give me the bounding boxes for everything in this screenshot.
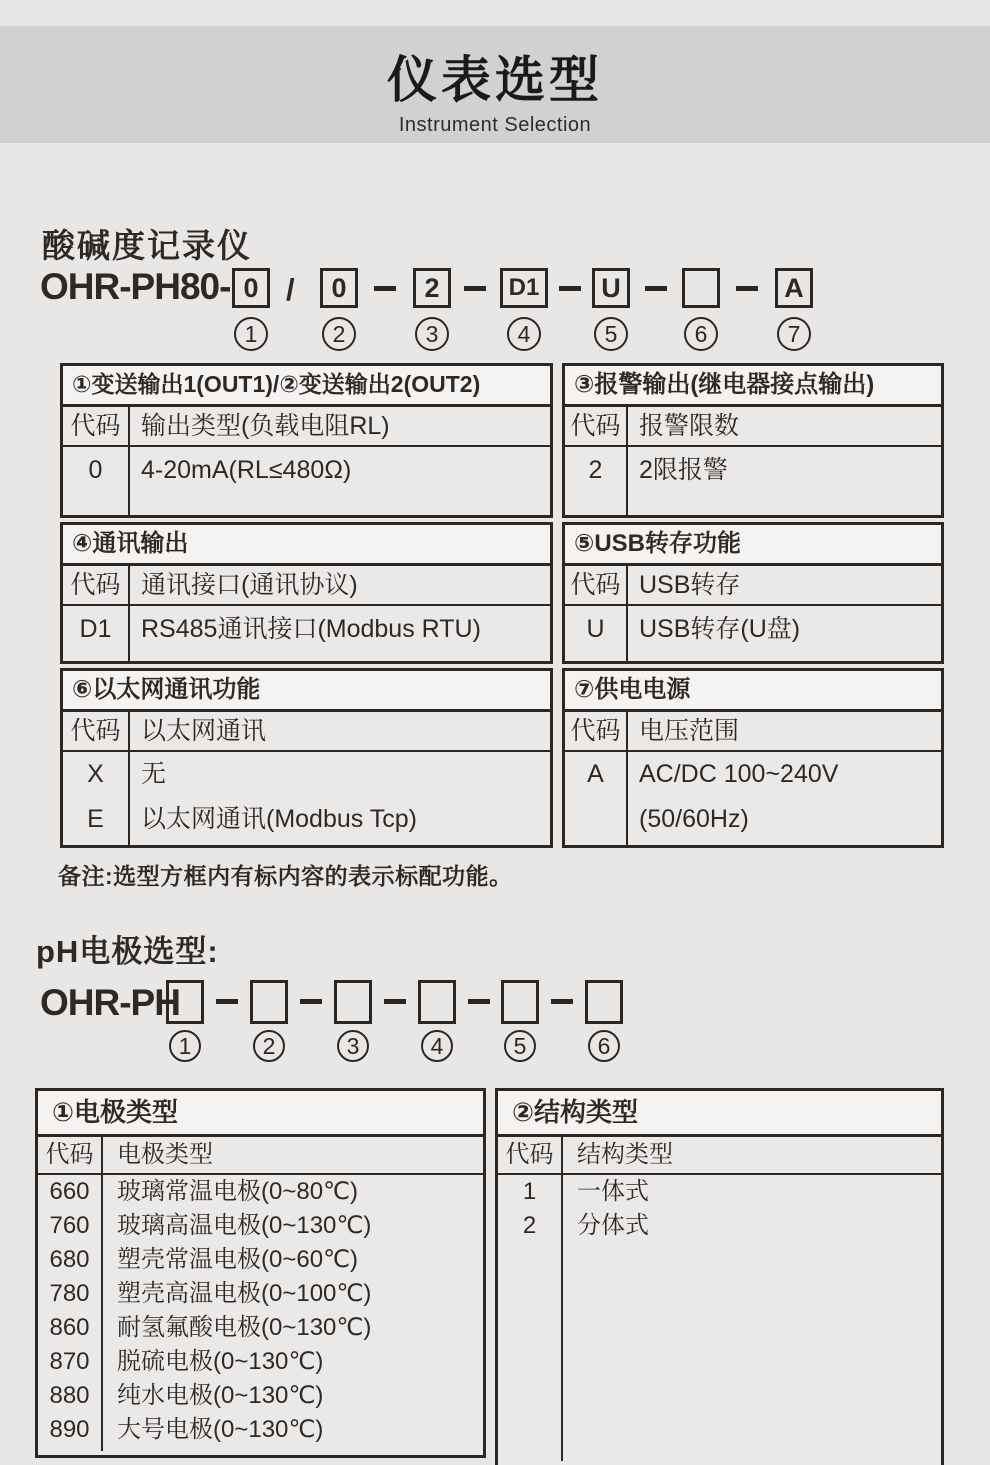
position-number-5: 5 bbox=[594, 317, 628, 351]
code-cell: U bbox=[586, 615, 605, 643]
separator-dash bbox=[216, 999, 238, 1004]
code-cell: 660 bbox=[49, 1178, 90, 1205]
section-title: ①电极类型 bbox=[38, 1091, 483, 1137]
code-cell: 780 bbox=[49, 1280, 90, 1307]
section-title: ③报警输出(继电器接点输出) bbox=[565, 366, 941, 407]
desc-header-cell: 以太网通讯 bbox=[141, 717, 267, 745]
section-title: ④通讯输出 bbox=[63, 525, 550, 566]
section-ethernet-table bbox=[60, 668, 553, 848]
section-title: ⑦供电电源 bbox=[565, 671, 941, 712]
desc-header-cell: 电压范围 bbox=[639, 717, 740, 745]
title-band bbox=[0, 26, 990, 143]
code-cell: E bbox=[87, 805, 104, 833]
desc-cell: 耐氢氟酸电极(0~130℃) bbox=[117, 1314, 372, 1341]
desc-header-cell: 报警限数 bbox=[639, 412, 740, 440]
structure-type-table bbox=[495, 1088, 944, 1465]
code-header-cell: 代码 bbox=[565, 566, 628, 604]
model-box-2: 0 bbox=[320, 268, 358, 308]
separator-dash bbox=[551, 999, 573, 1004]
recorder-model-prefix: OHR-PH80- bbox=[40, 266, 231, 307]
desc-cell: 塑壳常温电极(0~60℃) bbox=[117, 1246, 358, 1273]
position-number-2: 2 bbox=[322, 317, 356, 351]
code-cell: 890 bbox=[49, 1416, 90, 1443]
code-cell: 680 bbox=[49, 1246, 90, 1273]
separator-dash bbox=[374, 286, 396, 291]
code-header-cell: 代码 bbox=[63, 712, 130, 750]
electrode-position-number-6: 6 bbox=[588, 1030, 620, 1062]
desc-cell: 大号电极(0~130℃) bbox=[117, 1416, 324, 1443]
desc-cell: 分体式 bbox=[577, 1212, 649, 1239]
section-communication-table bbox=[60, 522, 553, 664]
code-cell: 860 bbox=[49, 1314, 90, 1341]
desc-cell: 脱硫电极(0~130℃) bbox=[117, 1348, 324, 1375]
section-alarm-output-table bbox=[562, 363, 944, 518]
model-box-7: A bbox=[775, 268, 813, 308]
desc-cell: 玻璃常温电极(0~80℃) bbox=[117, 1178, 358, 1205]
desc-header-cell: 通讯接口(通讯协议) bbox=[141, 571, 358, 599]
section-title: ⑤USB转存功能 bbox=[565, 525, 941, 566]
code-header-cell: 代码 bbox=[498, 1137, 563, 1173]
model-box-5: U bbox=[592, 268, 630, 308]
code-cell: D1 bbox=[79, 615, 112, 643]
electrode-box-6 bbox=[585, 980, 623, 1024]
separator-dash bbox=[384, 999, 406, 1004]
desc-header-cell: 输出类型(负载电阻RL) bbox=[141, 412, 390, 440]
desc-cell: 以太网通讯(Modbus Tcp) bbox=[141, 805, 417, 833]
electrode-type-table bbox=[35, 1088, 486, 1458]
separator-dash bbox=[468, 999, 490, 1004]
separator-dash bbox=[464, 286, 486, 291]
desc-cell: 无 bbox=[141, 760, 167, 788]
position-number-4: 4 bbox=[507, 317, 541, 351]
desc-cell: RS485通讯接口(Modbus RTU) bbox=[141, 615, 481, 643]
code-header-cell: 代码 bbox=[63, 566, 130, 604]
position-number-1: 1 bbox=[234, 317, 268, 351]
page-subtitle: Instrument Selection bbox=[398, 114, 592, 136]
desc-header-cell: 电极类型 bbox=[117, 1141, 213, 1168]
desc-cell: AC/DC 100~240V bbox=[639, 760, 839, 788]
note-text: 备注:选型方框内有标内容的表示标配功能。 bbox=[58, 863, 513, 889]
electrode-box-1 bbox=[166, 980, 204, 1024]
electrode-position-number-4: 4 bbox=[421, 1030, 453, 1062]
desc-cell: 纯水电极(0~130℃) bbox=[117, 1382, 324, 1409]
code-cell: 2 bbox=[522, 1212, 537, 1239]
separator-dash bbox=[645, 286, 667, 291]
code-cell: 1 bbox=[522, 1178, 537, 1205]
electrode-position-number-2: 2 bbox=[253, 1030, 285, 1062]
section-power-table bbox=[562, 668, 944, 848]
electrode-heading: pH电极选型: bbox=[36, 934, 219, 969]
recorder-heading: 酸碱度记录仪 bbox=[42, 227, 252, 264]
position-number-6: 6 bbox=[684, 317, 718, 351]
model-box-1: 0 bbox=[232, 268, 270, 308]
code-cell: 2 bbox=[588, 456, 603, 484]
position-number-7: 7 bbox=[777, 317, 811, 351]
section-title: ①变送输出1(OUT1)/②变送输出2(OUT2) bbox=[63, 366, 550, 407]
code-cell: 0 bbox=[88, 456, 103, 484]
desc-cell: 塑壳高温电极(0~100℃) bbox=[117, 1280, 372, 1307]
desc-cell: 2限报警 bbox=[639, 456, 728, 484]
code-header-cell: 代码 bbox=[63, 407, 130, 445]
code-header-cell: 代码 bbox=[565, 407, 628, 445]
code-cell: 760 bbox=[49, 1212, 90, 1239]
electrode-model-prefix: OHR-PH bbox=[40, 982, 180, 1023]
position-number-3: 3 bbox=[415, 317, 449, 351]
code-cell: A bbox=[587, 760, 604, 788]
page-title: 仪表选型 bbox=[387, 52, 603, 108]
electrode-box-4 bbox=[418, 980, 456, 1024]
section-transmit-output-table bbox=[60, 363, 553, 518]
electrode-box-5 bbox=[501, 980, 539, 1024]
desc-cell: 玻璃高温电极(0~130℃) bbox=[117, 1212, 372, 1239]
code-cell: 880 bbox=[49, 1382, 90, 1409]
separator-dash bbox=[559, 286, 581, 291]
code-header-cell: 代码 bbox=[565, 712, 628, 750]
separator-dash bbox=[300, 999, 322, 1004]
model-box-4: D1 bbox=[500, 268, 548, 308]
electrode-position-number-3: 3 bbox=[337, 1030, 369, 1062]
separator-slash: / bbox=[286, 272, 295, 307]
desc-header-cell: USB转存 bbox=[639, 571, 741, 599]
code-cell: X bbox=[87, 760, 104, 788]
desc-cell: 一体式 bbox=[577, 1178, 649, 1205]
desc-cell: 4-20mA(RL≤480Ω) bbox=[141, 456, 352, 484]
model-box-6 bbox=[682, 268, 720, 308]
electrode-position-number-5: 5 bbox=[504, 1030, 536, 1062]
section-title: ⑥以太网通讯功能 bbox=[63, 671, 550, 712]
electrode-box-3 bbox=[334, 980, 372, 1024]
separator-dash bbox=[736, 286, 758, 291]
code-cell: 870 bbox=[49, 1348, 90, 1375]
desc-cell: USB转存(U盘) bbox=[639, 615, 801, 643]
section-usb-table bbox=[562, 522, 944, 664]
electrode-box-2 bbox=[250, 980, 288, 1024]
model-box-3: 2 bbox=[413, 268, 451, 308]
electrode-position-number-1: 1 bbox=[169, 1030, 201, 1062]
section-title: ②结构类型 bbox=[498, 1091, 941, 1137]
desc-cell-line2: (50/60Hz) bbox=[639, 805, 749, 833]
desc-header-cell: 结构类型 bbox=[577, 1141, 673, 1168]
code-header-cell: 代码 bbox=[38, 1137, 103, 1173]
